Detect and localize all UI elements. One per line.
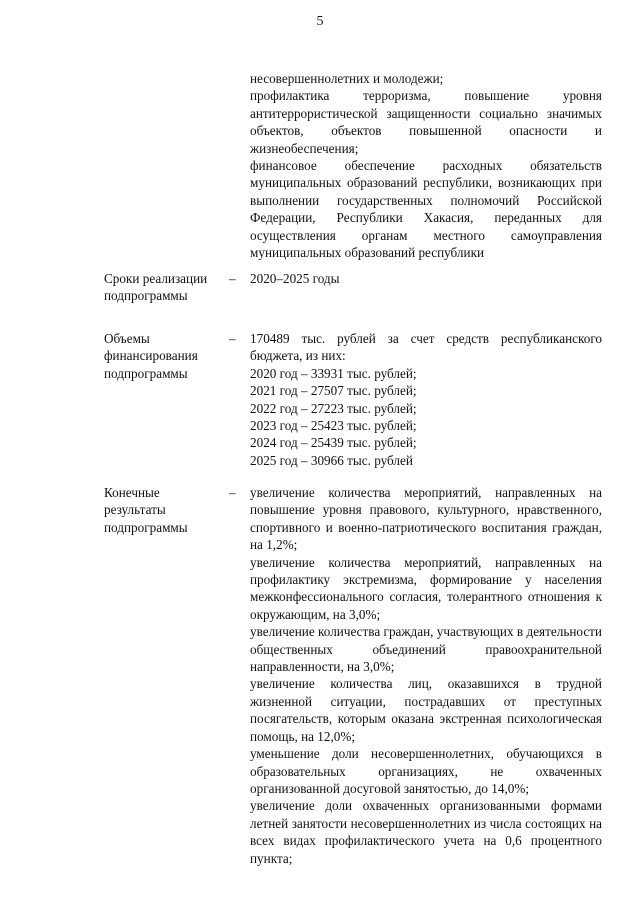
period-dash: – bbox=[229, 271, 236, 286]
continuation-paragraph: несовершеннолетних и молодежи; bbox=[250, 71, 444, 86]
funding-dash: – bbox=[229, 331, 236, 346]
result-item: увеличение количества граждан, участвующих в деятельности общественных объединений правоохранительной направленности, на 3,0%; bbox=[250, 624, 602, 675]
result-item: увеличение количества мероприятий, направленных на профилактику экстремизма, формирование у населения межконфессионального согласия, толерантного отношения к окружающим, на 3,0%; bbox=[250, 554, 602, 622]
funding-year: 2024 год – 25439 тыс. рублей; bbox=[250, 435, 417, 451]
continuation-paragraph: финансовое обеспечение расходных обязательств муниципальных образований республики, возникающих при выполнении государственных полномочий Российской Федерации, Республики Хакасия, переданных для осуществления органам местного самоуправления муниципальных образований республики bbox=[250, 158, 602, 261]
funding-year: 2022 год – 27223 тыс. рублей; bbox=[250, 400, 417, 416]
page-number: 5 bbox=[316, 14, 324, 29]
results-label: Конечные результаты подпрограммы bbox=[104, 485, 188, 535]
results-dash: – bbox=[229, 485, 236, 500]
result-item: увеличение количества лиц, оказавшихся в трудной жизненной ситуации, пострадавших от преступных посягательств, которым оказана экстренная психологическая помощь, на 12,0%; bbox=[250, 676, 602, 744]
funding-year: 2021 год – 27507 тыс. рублей; bbox=[250, 383, 417, 399]
funding-label: Объемы финансирования подпрограммы bbox=[104, 331, 198, 381]
result-item: увеличение количества мероприятий, направленных на повышение уровня правового, культурного, нравственного, спортивного и военно-патриотического воспитания граждан, на 1,2%; bbox=[250, 485, 602, 553]
continuation-paragraph: профилактика терроризма, повышение уровня антитеррористической защищенности социально значимых объектов, объектов повышенной опасности и жизнеобеспечения; bbox=[250, 88, 602, 156]
result-item: увеличение доли охваченных организованными формами летней занятости несовершеннолетних из числа состоящих на всех видах профилактического учета на 0,6 процентного пункта; bbox=[250, 798, 602, 866]
funding-year: 2023 год – 25423 тыс. рублей; bbox=[250, 418, 417, 434]
results-content bbox=[250, 484, 602, 867]
funding-content bbox=[250, 330, 602, 469]
funding-intro: 170489 тыс. рублей за счет средств республиканского бюджета, из них: bbox=[250, 331, 602, 364]
result-item: уменьшение доли несовершеннолетних, обучающихся в образовательных организациях, не охваченных организованной досуговой занятостью, до 14,0%; bbox=[250, 746, 602, 796]
period-label: Сроки реализации подпрограммы bbox=[104, 271, 208, 304]
continuation-text bbox=[250, 70, 602, 261]
funding-year: 2020 год – 33931 тыс. рублей; bbox=[250, 365, 417, 381]
funding-year: 2025 год – 30966 тыс. рублей bbox=[250, 452, 413, 468]
period-value: 2020–2025 годы bbox=[250, 271, 340, 286]
